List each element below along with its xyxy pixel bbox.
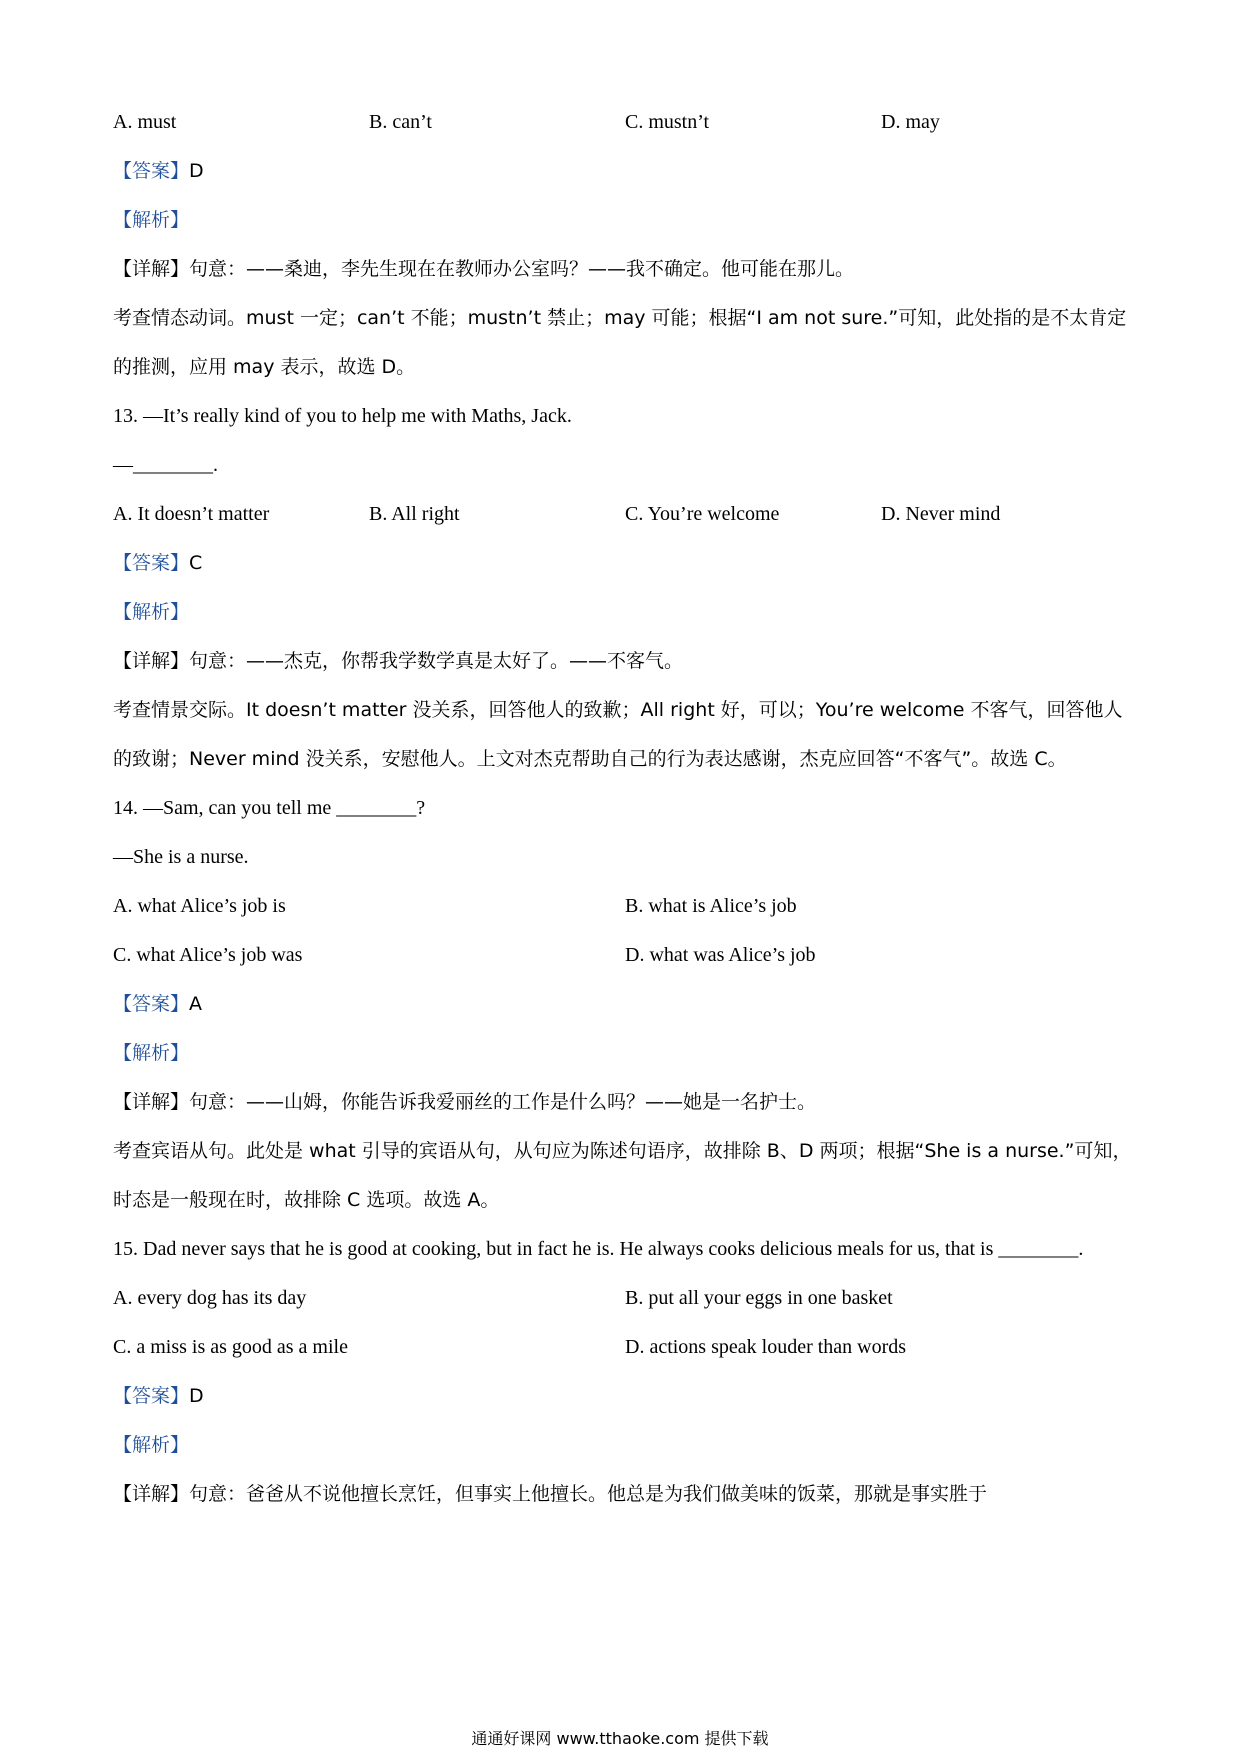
q14-option-c: C. what Alice’s job was xyxy=(113,944,303,966)
q14-detail xyxy=(113,1078,1138,1127)
analysis-tag: 【解析】 xyxy=(113,1434,190,1456)
q13-option-c: C. You’re welcome xyxy=(625,503,780,525)
answer-value: D xyxy=(189,160,204,182)
detail-text: 句意：——杰克，你帮我学数学真是太好了。——不客气。 xyxy=(189,650,684,672)
q14-option-d: D. what was Alice’s job xyxy=(625,944,816,966)
q13-option-b: B. All right xyxy=(369,503,460,525)
q15-answer xyxy=(113,1372,1138,1421)
answer-value: A xyxy=(189,993,203,1015)
q12-option-d: D. may xyxy=(881,111,940,133)
q12-detail xyxy=(113,245,1138,294)
q14-explanation: 考查宾语从句。此处是 what 引导的宾语从句，从句应为陈述句语序，故排除 B、D 两项；根据“She is a nurse.”可知，时态是一般现在时，故排除 C 选项。故选 A。 xyxy=(113,1140,1132,1211)
detail-text: 句意：——桑迪，李先生现在在教师办公室吗？——我不确定。他可能在那儿。 xyxy=(189,258,855,280)
q15-option-c: C. a miss is as good as a mile xyxy=(113,1336,348,1358)
answer-value: C xyxy=(189,552,203,574)
q12-explanation: 考查情态动词。must 一定；can’t 不能；mustn’t 禁止；may 可能；根据“I am not sure.”可知，此处指的是不太肯定的推测，应用 may 表示，故选 D。 xyxy=(113,307,1127,378)
detail-text: 句意：——山姆，你能告诉我爱丽丝的工作是什么吗？——她是一名护士。 xyxy=(189,1091,817,1113)
answer-tag: 【答案】 xyxy=(113,160,190,182)
analysis-tag: 【解析】 xyxy=(113,209,190,231)
q14-option-a: A. what Alice’s job is xyxy=(113,895,286,917)
detail-tag: 【详解】 xyxy=(113,650,190,672)
page-footer: 通通好课网 www.tthaoke.com 提供下载 xyxy=(471,1729,769,1748)
detail-tag: 【详解】 xyxy=(113,1091,190,1113)
answer-tag: 【答案】 xyxy=(113,552,190,574)
detail-tag: 【详解】 xyxy=(113,1483,190,1505)
q13-detail xyxy=(113,637,1138,686)
answer-tag: 【答案】 xyxy=(113,993,190,1015)
q15-analysis xyxy=(113,1421,1138,1470)
q15-option-b: B. put all your eggs in one basket xyxy=(625,1287,893,1309)
q15-stem: 15. Dad never says that he is good at cooking, but in fact he is. He always cooks delicious meals for us, that is ________. xyxy=(113,1238,1084,1260)
q13-option-a: A. It doesn’t matter xyxy=(113,503,270,525)
q15-option-a: A. every dog has its day xyxy=(113,1287,307,1309)
q12-option-b: B. can’t xyxy=(369,111,432,133)
document-page xyxy=(113,98,1138,1519)
q15-option-d: D. actions speak louder than words xyxy=(625,1336,907,1358)
q14-options-row2 xyxy=(113,931,1138,980)
q12-option-c: C. mustn’t xyxy=(625,111,710,133)
q15-options-row2 xyxy=(113,1323,1138,1372)
detail-text: 句意：爸爸从不说他擅长烹饪，但事实上他擅长。他总是为我们做美味的饭菜，那就是事实胜于 xyxy=(189,1483,988,1505)
q14-option-b: B. what is Alice’s job xyxy=(625,895,797,917)
q14-stem: 14. —Sam, can you tell me ________? xyxy=(113,797,426,819)
q14-answer xyxy=(113,980,1138,1029)
q15-options-row1 xyxy=(113,1274,1138,1323)
q13-analysis xyxy=(113,588,1138,637)
answer-value: D xyxy=(189,1385,204,1407)
q13-answer xyxy=(113,539,1138,588)
q12-option-a: A. must xyxy=(113,111,177,133)
q13-option-d: D. Never mind xyxy=(881,503,1001,525)
q14-options-row1 xyxy=(113,882,1138,931)
q12-analysis xyxy=(113,196,1138,245)
q14-analysis xyxy=(113,1029,1138,1078)
q12-answer xyxy=(113,147,1138,196)
detail-tag: 【详解】 xyxy=(113,258,190,280)
q13-options xyxy=(113,490,1138,539)
answer-tag: 【答案】 xyxy=(113,1385,190,1407)
q13-stem: 13. —It’s really kind of you to help me with Maths, Jack. xyxy=(113,405,572,427)
analysis-tag: 【解析】 xyxy=(113,1042,190,1064)
q13-blank: —________. xyxy=(113,454,218,476)
q12-options xyxy=(113,98,1138,147)
analysis-tag: 【解析】 xyxy=(113,601,190,623)
q14-reply: —She is a nurse. xyxy=(113,846,249,868)
q15-detail xyxy=(113,1470,1138,1519)
q13-explanation: 考查情景交际。It doesn’t matter 没关系，回答他人的致歉；All right 好，可以；You’re welcome 不客气，回答他人的致谢；Never mind 没关系，安慰他人。上文对杰克帮助自己的行为表达感谢，杰克应回答“不客气”。故选 C。 xyxy=(113,699,1123,770)
